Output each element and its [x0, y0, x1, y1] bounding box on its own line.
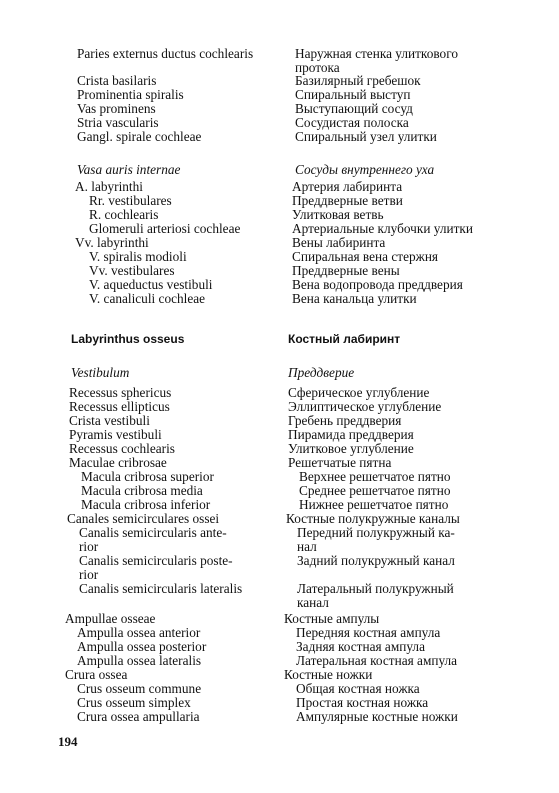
latin-term: V. aqueductus vestibuli — [89, 277, 213, 292]
russian-term: Улитковая ветвь — [292, 207, 384, 222]
latin-term: A. labyrinthi — [75, 179, 143, 194]
latin-term: Canales semicirculares ossei — [67, 511, 220, 526]
latin-term: Macula cribrosa inferior — [81, 497, 211, 512]
russian-term: Пирамида преддверия — [288, 427, 414, 442]
russian-term: Сосудистая полоска — [295, 115, 409, 130]
latin-term: Ampulla ossea lateralis — [77, 653, 202, 668]
russian-term: Задний полукружный канал — [297, 553, 455, 568]
page-number: 194 — [58, 734, 78, 749]
russian-term: Латеральный полукружный — [297, 581, 454, 596]
latin-term: Crista vestibuli — [69, 413, 150, 428]
latin-term: Crus osseum simplex — [77, 695, 191, 710]
russian-term: Латеральная костная ампула — [296, 653, 458, 668]
russian-term: Артериальные клубочки улитки — [292, 221, 473, 236]
russian-term: Улитковое углубление — [288, 441, 414, 456]
latin-term: Recessus cochlearis — [69, 441, 175, 456]
latin-term: R. cochlearis — [89, 207, 159, 222]
latin-term: Macula cribrosa superior — [81, 469, 214, 484]
latin-term: Canalis semicircularis ante- — [79, 525, 227, 540]
russian-term: Решетчатые пятна — [288, 455, 392, 470]
latin-term: Ampullae osseae — [65, 611, 156, 626]
russian-term: Костные ампулы — [284, 611, 380, 626]
latin-term: Recessus sphericus — [69, 385, 172, 400]
russian-term: Костные полукружные каналы — [286, 511, 460, 526]
russian-term: протока — [295, 60, 340, 75]
latin-term: Prominentia spiralis — [77, 87, 184, 102]
russian-term: Костные ножки — [284, 667, 373, 682]
latin-term: Macula cribrosa media — [81, 483, 203, 498]
latin-term: Ampulla ossea posterior — [77, 639, 207, 654]
russian-term: Сферическое углубление — [288, 385, 430, 400]
russian-term: Костный лабиринт — [288, 332, 401, 346]
russian-term: канал — [297, 595, 329, 610]
latin-term: Canalis semicircularis poste- — [79, 553, 233, 568]
russian-term: Общая костная ножка — [296, 681, 420, 696]
latin-term: Stria vascularis — [77, 115, 159, 130]
russian-term: Артерия лабиринта — [292, 179, 403, 194]
latin-term: Vestibulum — [71, 365, 130, 380]
latin-term: Vv. vestibulares — [89, 263, 175, 278]
russian-term: Эллиптическое углубление — [288, 399, 442, 414]
russian-term: Преддверие — [288, 365, 355, 380]
latin-term: Glomeruli arteriosi cochleae — [89, 221, 241, 236]
russian-term: Передний полукружный ка- — [297, 525, 455, 540]
russian-term: Сосуды внутреннего уха — [295, 162, 435, 177]
latin-term: V. canaliculi cochleae — [89, 291, 206, 306]
latin-term: Labyrinthus osseus — [71, 332, 185, 346]
latin-term: Paries externus ductus cochlearis — [77, 46, 254, 61]
russian-term: нал — [297, 539, 317, 554]
russian-term: Передняя костная ампула — [296, 625, 441, 640]
latin-term: Crista basilaris — [77, 73, 157, 88]
russian-term: Вена водопровода преддверия — [292, 277, 463, 292]
russian-term: Спиральный выступ — [295, 87, 411, 102]
russian-term: Преддверные вены — [292, 263, 400, 278]
latin-term: Recessus ellipticus — [69, 399, 170, 414]
russian-term: Вены лабиринта — [292, 235, 386, 250]
russian-term: Гребень преддверия — [288, 413, 402, 428]
russian-term: Вена канальца улитки — [292, 291, 417, 306]
latin-term: Maculae cribrosae — [69, 455, 167, 470]
latin-term: Vasa auris internae — [77, 162, 181, 177]
russian-term: Задняя костная ампула — [296, 639, 425, 654]
latin-term: Ampulla ossea anterior — [77, 625, 201, 640]
latin-term: Rr. vestibulares — [89, 193, 172, 208]
latin-term: Vv. labyrinthi — [75, 235, 149, 250]
latin-term: Crus osseum commune — [77, 681, 202, 696]
latin-term: V. spiralis modioli — [89, 249, 187, 264]
russian-term: Преддверные ветви — [292, 193, 403, 208]
russian-term: Спиральная вена стержня — [292, 249, 439, 264]
latin-term: rior — [79, 567, 99, 582]
russian-term: Простая костная ножка — [296, 695, 429, 710]
latin-term: Crura ossea ampullaria — [77, 709, 200, 724]
russian-term: Наружная стенка улиткового — [295, 46, 458, 61]
russian-term: Верхнее решетчатое пятно — [299, 469, 451, 484]
russian-term: Спиральный узел улитки — [295, 129, 437, 144]
russian-term: Нижнее решетчатое пятно — [299, 497, 449, 512]
russian-term: Среднее решетчатое пятно — [299, 483, 451, 498]
russian-term: Выступающий сосуд — [295, 101, 413, 116]
latin-term: Pyramis vestibuli — [69, 427, 162, 442]
latin-term: Crura ossea — [65, 667, 128, 682]
latin-term: Gangl. spirale cochleae — [77, 129, 202, 144]
russian-term: Базилярный гребешок — [295, 73, 421, 88]
latin-term: Vas prominens — [77, 101, 156, 116]
latin-term: Canalis semicircularis lateralis — [79, 581, 243, 596]
russian-term: Ампулярные костные ножки — [296, 709, 458, 724]
latin-term: rior — [79, 539, 99, 554]
